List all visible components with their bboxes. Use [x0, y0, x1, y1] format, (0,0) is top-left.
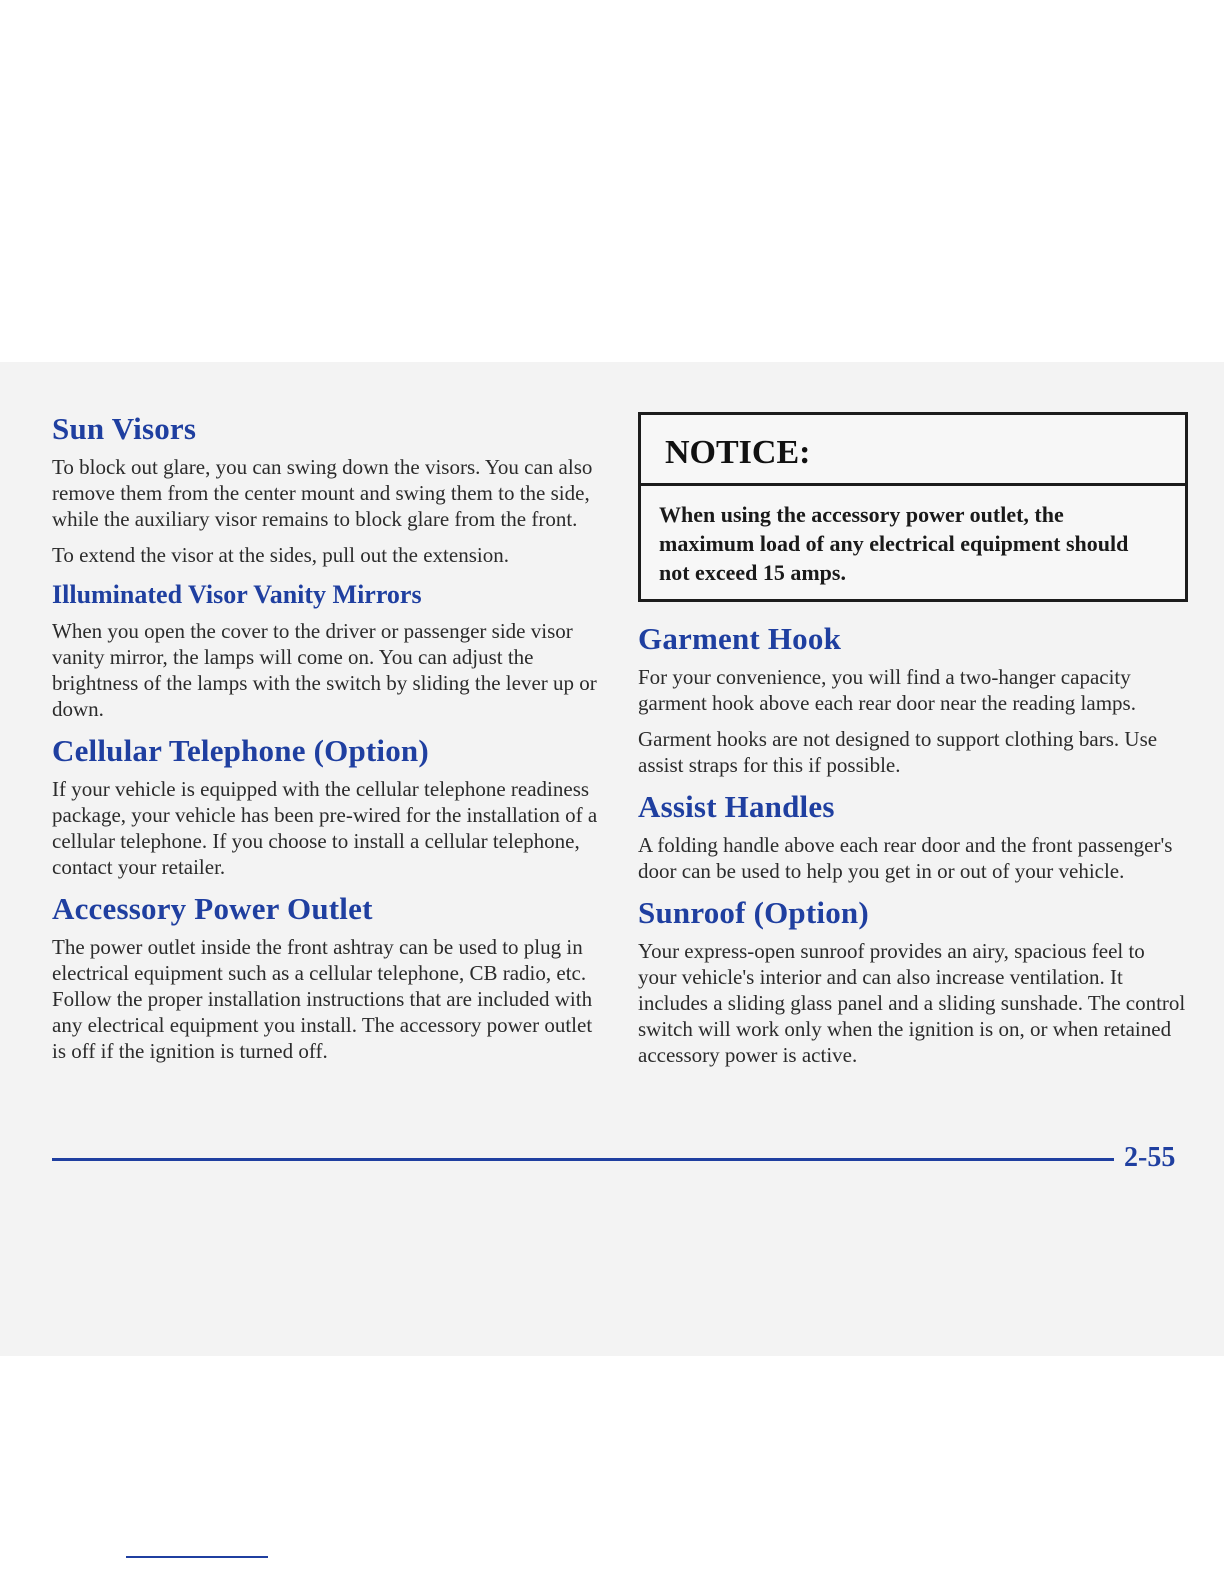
- left-column: [52, 410, 600, 1074]
- notice-text: When using the accessory power outlet, the maximum load of any electrical equipment should not exceed 15 amps.: [659, 502, 1129, 585]
- cellular-telephone-paragraph: If your vehicle is equipped with the cellular telephone readiness package, your vehicle has been pre-wired for the installation of a cellular telephone. If you choose to install a cellular telephone, contact your retailer.: [52, 777, 598, 879]
- footer-rule: [52, 1158, 1114, 1161]
- notice-box: [638, 412, 1188, 602]
- sunroof-heading: Sunroof (Option): [638, 895, 869, 930]
- sun-visors-heading: Sun Visors: [52, 411, 197, 446]
- garment-hook-paragraph-1: For your convenience, you will find a two-hanger capacity garment hook above each rear door near the reading lamps.: [638, 665, 1136, 715]
- sun-visors-paragraph-1: To block out glare, you can swing down the visors. You can also remove them from the center mount and swing them to the side, while the auxiliary visor remains to block glare from the front.: [52, 455, 593, 531]
- section-sun-visors: [52, 410, 600, 568]
- page-number: 2-55: [1124, 1142, 1176, 1173]
- section-garment-hook: [638, 620, 1188, 778]
- cellular-telephone-heading: Cellular Telephone (Option): [52, 733, 429, 768]
- sun-visors-paragraph-2: To extend the visor at the sides, pull out the extension.: [52, 543, 509, 567]
- garment-hook-heading: Garment Hook: [638, 621, 842, 656]
- notice-heading: NOTICE:: [641, 415, 1185, 486]
- power-outlet-paragraph: The power outlet inside the front ashtray can be used to plug in electrical equipment such as a cellular telephone, CB radio, etc. Follow the proper installation instructions that are included with any electrical equipment you install. The accessory power outlet is off if the ignition is turned off.: [52, 935, 593, 1063]
- section-accessory-power-outlet: [52, 890, 600, 1064]
- vanity-mirrors-heading: Illuminated Visor Vanity Mirrors: [52, 580, 422, 609]
- sunroof-paragraph: Your express-open sunroof provides an airy, spacious feel to your vehicle's interior and can also increase ventilation. It includes a sliding glass panel and a sliding sunshade. The control switch will work only when the ignition is on, or when retained accessory power is active.: [638, 939, 1186, 1067]
- garment-hook-paragraph-2: Garment hooks are not designed to support clothing bars. Use assist straps for this if possible.: [638, 727, 1158, 777]
- bottom-divider: [126, 1556, 268, 1558]
- right-column: [638, 412, 1188, 1078]
- power-outlet-heading: Accessory Power Outlet: [52, 891, 373, 926]
- vanity-mirrors-paragraph: When you open the cover to the driver or passenger side visor vanity mirror, the lamps will come on. You can adjust the brightness of the lamps with the switch by sliding the lever up or down.: [52, 619, 597, 721]
- assist-handles-paragraph: A folding handle above each rear door and the front passenger's door can be used to help you get in or out of your vehicle.: [638, 833, 1173, 883]
- assist-handles-heading: Assist Handles: [638, 789, 835, 824]
- section-vanity-mirrors: [52, 578, 600, 722]
- section-assist-handles: [638, 788, 1188, 884]
- section-cellular-telephone: [52, 732, 600, 880]
- section-sunroof: [638, 894, 1188, 1068]
